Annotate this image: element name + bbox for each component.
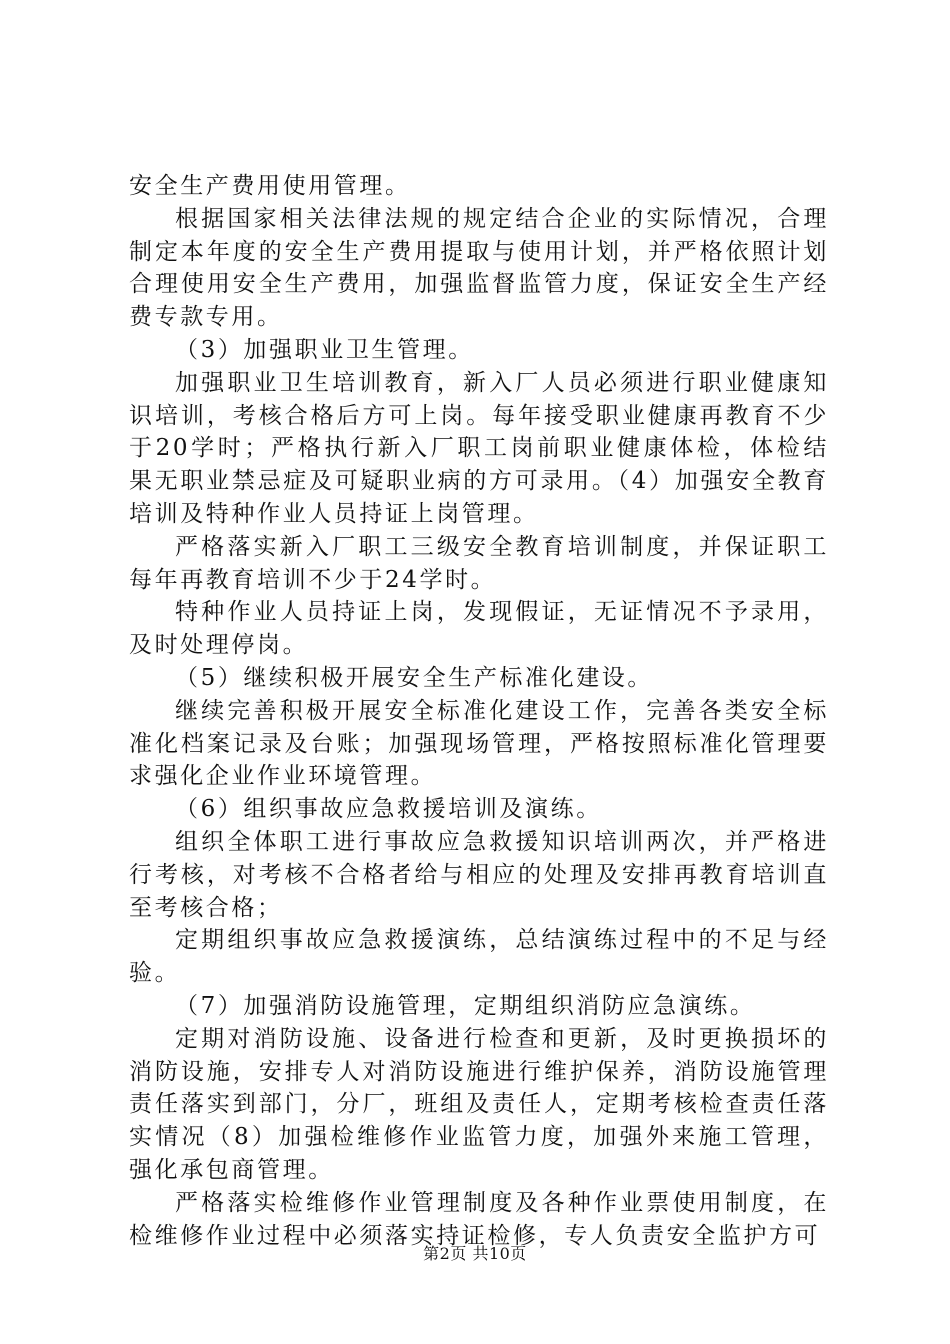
section-heading-6: （6）组织事故应急救援培训及演练。 (175, 796, 602, 823)
paragraph-2: 根据国家相关法律法规的规定结合企业的实际情况，合理制定本年度的安全生产费用提取与使用计划，并严格依照计划合理使用安全生产费用，加强监督监管力度，保证安全生产经费专款专用。 (129, 205, 829, 331)
section-heading-3: （3）加强职业卫生管理。 (175, 336, 474, 363)
paragraph-14: 严格落实检维修作业管理制度及各种作业票使用制度，在检维修作业过程中必须落实持证检修，专人负责安全监护方可 (129, 1189, 829, 1249)
paragraph-11: 定期组织事故应急救援演练，总结演练过程中的不足与经验。 (129, 927, 829, 987)
paragraph-10: 组织全体职工进行事故应急救援知识培训两次，并严格进行考核，对考核不合格者给与相应的处理及安排再教育培训直至考核合格； (129, 828, 829, 921)
section-heading-7: （7）加强消防设施管理，定期组织消防应急演练。 (175, 992, 756, 1019)
paragraph-1: 安全生产费用使用管理。 (129, 173, 411, 199)
section-heading-5: （5）继续积极开展安全生产标准化建设。 (175, 664, 654, 691)
paragraph-8: 继续完善积极开展安全标准化建设工作，完善各类安全标准化档案记录及台账；加强现场管理，严格按照标准化管理要求强化企业作业环境管理。 (129, 697, 829, 790)
paragraph-13: 定期对消防设施、设备进行检查和更新，及时更换损坏的消防设施，安排专人对消防设施进行维护保养，消防设施管理责任落实到部门，分厂，班组及责任人，定期考核检查责任落实情况（8）加强检维修作业监管力度，加强外来施工管理，强化承包商管理。 (129, 1025, 829, 1183)
page-number-footer: 第2页 共10页 (423, 1244, 527, 1263)
paragraph-6: 特种作业人员持证上岗，发现假证，无证情况不予录用，及时处理停岗。 (129, 599, 829, 659)
paragraph-4: 加强职业卫生培训教育，新入厂人员必须进行职业健康知识培训，考核合格后方可上岗。每年接受职业健康再教育不少于20学时；严格执行新入厂职工岗前职业健康体检，体检结果无职业禁忌症及可疑职业病的方可录用。（4）加强安全教育培训及特种作业人员持证上岗管理。 (129, 369, 829, 527)
paragraph-5: 严格落实新入厂职工三级安全教育培训制度，并保证职工每年再教育培训不少于24学时。 (129, 533, 829, 593)
document-body (129, 170, 829, 1252)
